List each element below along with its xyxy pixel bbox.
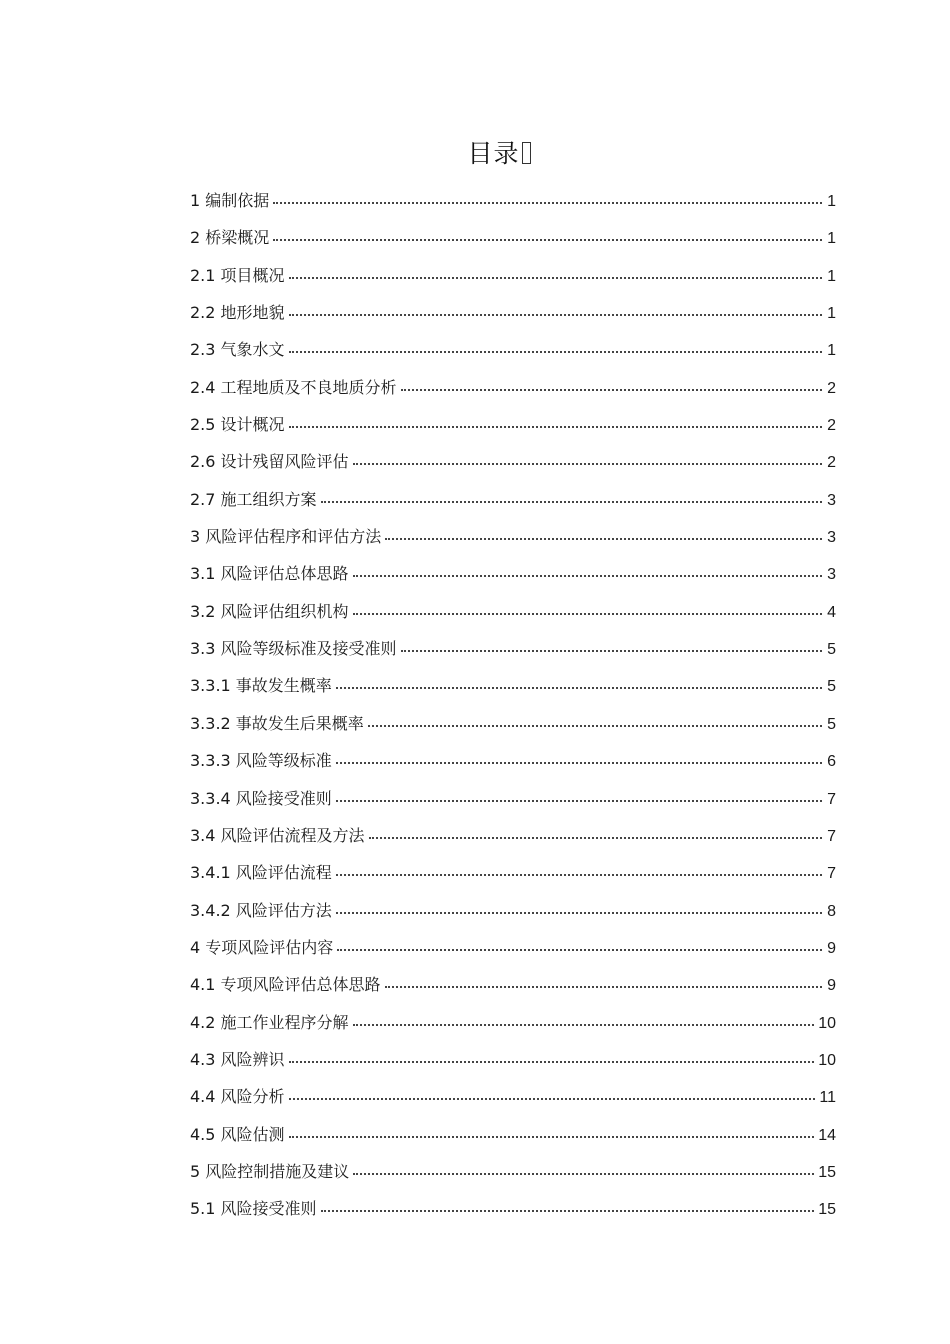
toc-entry[interactable] [190, 892, 836, 929]
toc-entry-label: 3.4.1 风险评估流程 [190, 863, 332, 883]
toc-entry[interactable] [190, 929, 836, 966]
dot-leader [289, 1135, 815, 1138]
dot-leader [385, 537, 822, 540]
toc-entry-page-number: 3 [827, 491, 836, 509]
dot-leader [353, 462, 822, 465]
dot-leader [385, 985, 822, 988]
dot-leader [336, 686, 822, 689]
dot-leader [401, 388, 822, 391]
toc-entry[interactable] [190, 1041, 836, 1078]
toc-entry-label: 4.2 施工作业程序分解 [190, 1012, 349, 1032]
dot-leader [289, 1060, 815, 1063]
toc-entry-page-number: 7 [827, 790, 836, 808]
toc-entry-label: 3.3.4 风险接受准则 [190, 788, 332, 808]
toc-entry-page-number: 1 [827, 230, 836, 248]
toc-entry-page-number: 10 [818, 1014, 836, 1032]
toc-entry-label: 2.4 工程地质及不良地质分析 [190, 377, 397, 397]
toc-entry[interactable] [190, 1190, 836, 1227]
toc-entry-page-number: 11 [819, 1089, 836, 1107]
dot-leader [273, 238, 822, 241]
toc-entry-page-number: 1 [827, 193, 836, 210]
toc-entry-label: 2 桥梁概况 [190, 228, 270, 248]
toc-entry[interactable] [190, 406, 836, 443]
toc-entry-page-number: 3 [827, 566, 836, 584]
toc-entry[interactable] [190, 705, 836, 742]
table-of-contents [190, 182, 836, 1228]
toc-entry-page-number: 2 [827, 379, 836, 397]
toc-entry[interactable] [190, 817, 836, 854]
toc-entry-label: 4.5 风险估测 [190, 1124, 285, 1144]
toc-entry-page-number: 2 [827, 417, 836, 435]
dot-leader [353, 1172, 814, 1175]
dot-leader [321, 500, 822, 503]
toc-entry-label: 3.3.1 事故发生概率 [190, 676, 332, 696]
toc-entry-label: 2.7 施工组织方案 [190, 489, 317, 509]
toc-entry[interactable] [190, 331, 836, 368]
dot-leader [368, 724, 822, 727]
dot-leader [337, 948, 822, 951]
toc-entry-label: 4.4 风险分析 [190, 1087, 285, 1107]
toc-entry[interactable] [190, 1078, 836, 1115]
toc-entry-label: 3.3 风险等级标准及接受准则 [190, 639, 397, 659]
toc-entry[interactable] [190, 742, 836, 779]
toc-entry[interactable] [190, 854, 836, 891]
missing-glyph-box [522, 142, 531, 164]
toc-entry-label: 3 风险评估程序和评估方法 [190, 527, 382, 547]
toc-entry-page-number: 1 [827, 267, 836, 285]
toc-entry[interactable] [190, 667, 836, 704]
dot-leader [336, 761, 822, 764]
toc-entry-page-number: 7 [827, 827, 836, 845]
toc-heading-text: 目录 [467, 139, 520, 168]
toc-entry-label: 4 专项风险评估内容 [190, 937, 334, 957]
toc-entry-page-number: 3 [827, 529, 836, 547]
dot-leader [336, 911, 822, 914]
toc-entry-page-number: 8 [827, 902, 836, 920]
toc-entry-label: 3.3.3 风险等级标准 [190, 751, 332, 771]
toc-entry[interactable] [190, 1116, 836, 1153]
dot-leader [336, 799, 822, 802]
toc-entry-page-number: 4 [827, 603, 836, 621]
toc-entry[interactable] [190, 518, 836, 555]
toc-entry[interactable] [190, 369, 836, 406]
toc-entry[interactable] [190, 966, 836, 1003]
dot-leader [353, 612, 822, 615]
toc-entry-label: 3.4.2 风险评估方法 [190, 900, 332, 920]
toc-entry-label: 2.2 地形地貌 [190, 303, 285, 323]
toc-entry-label: 3.3.2 事故发生后果概率 [190, 713, 364, 733]
toc-entry-page-number: 15 [818, 1201, 836, 1219]
toc-entry-label: 1 编制依据 [190, 191, 270, 210]
toc-entry-page-number: 14 [818, 1126, 836, 1144]
toc-entry[interactable] [190, 630, 836, 667]
dot-leader [289, 1097, 816, 1100]
toc-entry-page-number: 1 [827, 342, 836, 360]
dot-leader [289, 425, 822, 428]
toc-entry[interactable] [190, 1153, 836, 1190]
toc-entry-label: 4.3 风险辨识 [190, 1049, 285, 1069]
toc-entry[interactable] [190, 294, 836, 331]
dot-leader [336, 873, 822, 876]
toc-entry[interactable] [190, 182, 836, 219]
dot-leader [353, 1023, 815, 1026]
toc-entry-label: 4.1 专项风险评估总体思路 [190, 975, 381, 995]
dot-leader [289, 276, 822, 279]
toc-entry-page-number: 9 [827, 977, 836, 995]
toc-entry[interactable] [190, 1004, 836, 1041]
toc-entry-label: 3.4 风险评估流程及方法 [190, 825, 365, 845]
toc-entry-label: 3.2 风险评估组织机构 [190, 601, 349, 621]
toc-entry-page-number: 5 [827, 678, 836, 696]
dot-leader [289, 313, 822, 316]
toc-entry-page-number: 2 [827, 454, 836, 472]
toc-entry-page-number: 1 [827, 305, 836, 323]
dot-leader [401, 649, 822, 652]
toc-entry[interactable] [190, 481, 836, 518]
toc-entry-page-number: 5 [827, 641, 836, 659]
toc-entry-label: 2.1 项目概况 [190, 265, 285, 285]
dot-leader [369, 836, 822, 839]
toc-heading [0, 134, 950, 170]
toc-entry-page-number: 10 [818, 1051, 836, 1069]
dot-leader [353, 574, 822, 577]
dot-leader [273, 201, 822, 204]
dot-leader [289, 350, 822, 353]
toc-entry-page-number: 7 [827, 865, 836, 883]
toc-entry-label: 5.1 风险接受准则 [190, 1199, 317, 1219]
toc-entry[interactable] [190, 443, 836, 480]
toc-entry[interactable] [190, 257, 836, 294]
toc-entry-label: 2.5 设计概况 [190, 415, 285, 435]
dot-leader [321, 1209, 815, 1212]
toc-entry-label: 2.3 气象水文 [190, 340, 285, 360]
toc-entry[interactable] [190, 555, 836, 592]
toc-entry-label: 3.1 风险评估总体思路 [190, 564, 349, 584]
toc-entry-label: 2.6 设计残留风险评估 [190, 452, 349, 472]
toc-entry-page-number: 6 [827, 753, 836, 771]
toc-entry[interactable] [190, 780, 836, 817]
toc-entry-page-number: 5 [827, 715, 836, 733]
toc-entry-page-number: 9 [827, 939, 836, 957]
toc-entry-label: 5 风险控制措施及建议 [190, 1161, 350, 1181]
toc-entry[interactable] [190, 219, 836, 256]
toc-entry[interactable] [190, 593, 836, 630]
toc-entry-page-number: 15 [818, 1163, 836, 1181]
